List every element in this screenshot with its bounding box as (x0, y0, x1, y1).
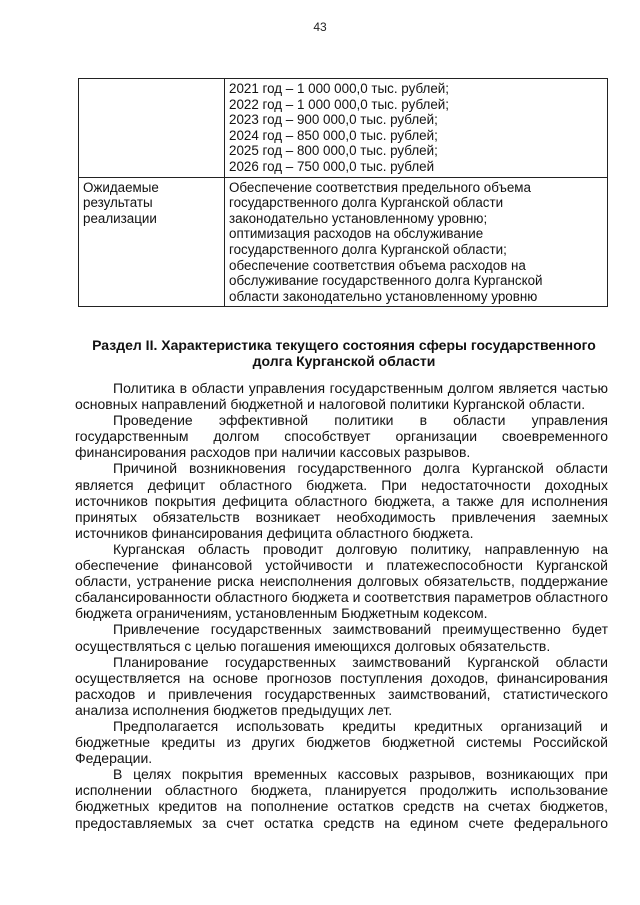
funding-line: 2023 год – 900 000,0 тыс. рублей; (229, 112, 438, 128)
paragraph: Курганская область проводит долговую политику, направленную на обеспечение финансовой устойчивости и платежеспособности Курганской области, устранение риска неисполнения долговых обязательств, поддержание сбалансированности областного бюджета и соответствия параметров областного бюджета ограничениям, установленным Бюджетным кодексом. (75, 540, 608, 622)
page-number: 43 (313, 20, 327, 34)
paragraph: Проведение эффективной политики в области управления государственным долгом способствует организации своевременного финансирования расходов при наличии кассовых разрывов. (75, 412, 608, 461)
table-cell-label (79, 79, 225, 178)
paragraph: В целях покрытия временных кассовых разрывов, возникающих при исполнении областного бюджета, планируется продолжить использование бюджетных кредитов на пополнение остатков средств на счетах бюджетов, предоставляемых за счет остатка средств на едином счете федерального (75, 766, 608, 831)
result-line: области законодательно установленному уровню (229, 288, 538, 304)
result-line: законодательно установленному уровню; (229, 210, 488, 226)
table-cell-value (225, 79, 608, 178)
paragraph: Планирование государственных заимствований Курганской области осуществляется на основе прогнозов поступления доходов, финансирования расходов и привлечения государственных заимствований, статистического анализа исполнения бюджетов предыдущих лет. (75, 653, 608, 718)
result-line: государственного долга Курганской области; (229, 241, 507, 257)
program-passport-table (78, 78, 608, 307)
funding-line: 2022 год – 1 000 000,0 тыс. рублей; (229, 96, 449, 112)
funding-line: 2021 год – 1 000 000,0 тыс. рублей; (229, 81, 449, 96)
funding-line: 2026 год – 750 000,0 тыс. рублей (229, 158, 435, 174)
result-line: Обеспечение соответствия предельного объема (229, 179, 531, 195)
section-heading-line: долга Курганской области (252, 353, 436, 369)
label-line: Ожидаемые (83, 179, 159, 195)
section-body (75, 380, 608, 831)
result-line: оптимизация расходов на обслуживание (229, 226, 484, 242)
paragraph: Привлечение государственных заимствований преимущественно будет осуществляться с целью погашения имеющихся долговых обязательств. (75, 621, 608, 654)
funding-line: 2024 год – 850 000,0 тыс. рублей; (229, 127, 438, 143)
table-cell-value (225, 177, 608, 307)
section-heading-line: Раздел II. Характеристика текущего состояния сферы государственного (92, 337, 596, 353)
section-heading (80, 337, 608, 369)
funding-line: 2025 год – 800 000,0 тыс. рублей; (229, 143, 438, 159)
result-line: обслуживание государственного долга Курганской (229, 273, 543, 289)
paragraph: Причиной возникновения государственного долга Курганской области является дефицит областного бюджета. При недостаточности доходных источников покрытия дефицита областного бюджета, а также для исполнения принятых обязательств возникает необходимость привлечения заемных источников финансирования дефицита областного бюджета. (75, 460, 608, 541)
table-row (79, 177, 608, 307)
table-row (79, 79, 608, 178)
result-line: государственного долга Курганской области (229, 195, 504, 211)
label-line: результаты (83, 195, 153, 211)
result-line: обеспечение соответствия объема расходов на (229, 257, 526, 273)
label-line: реализации (83, 210, 157, 226)
paragraph: Предполагается использовать кредиты кредитных организаций и бюджетные кредиты из других бюджетов бюджетной системы Российской Федерации. (75, 717, 608, 767)
table-cell-label (79, 177, 225, 307)
paragraph: Политика в области управления государственным долгом является частью основных направлений бюджетной и налоговой политики Курганской области. (75, 380, 608, 413)
